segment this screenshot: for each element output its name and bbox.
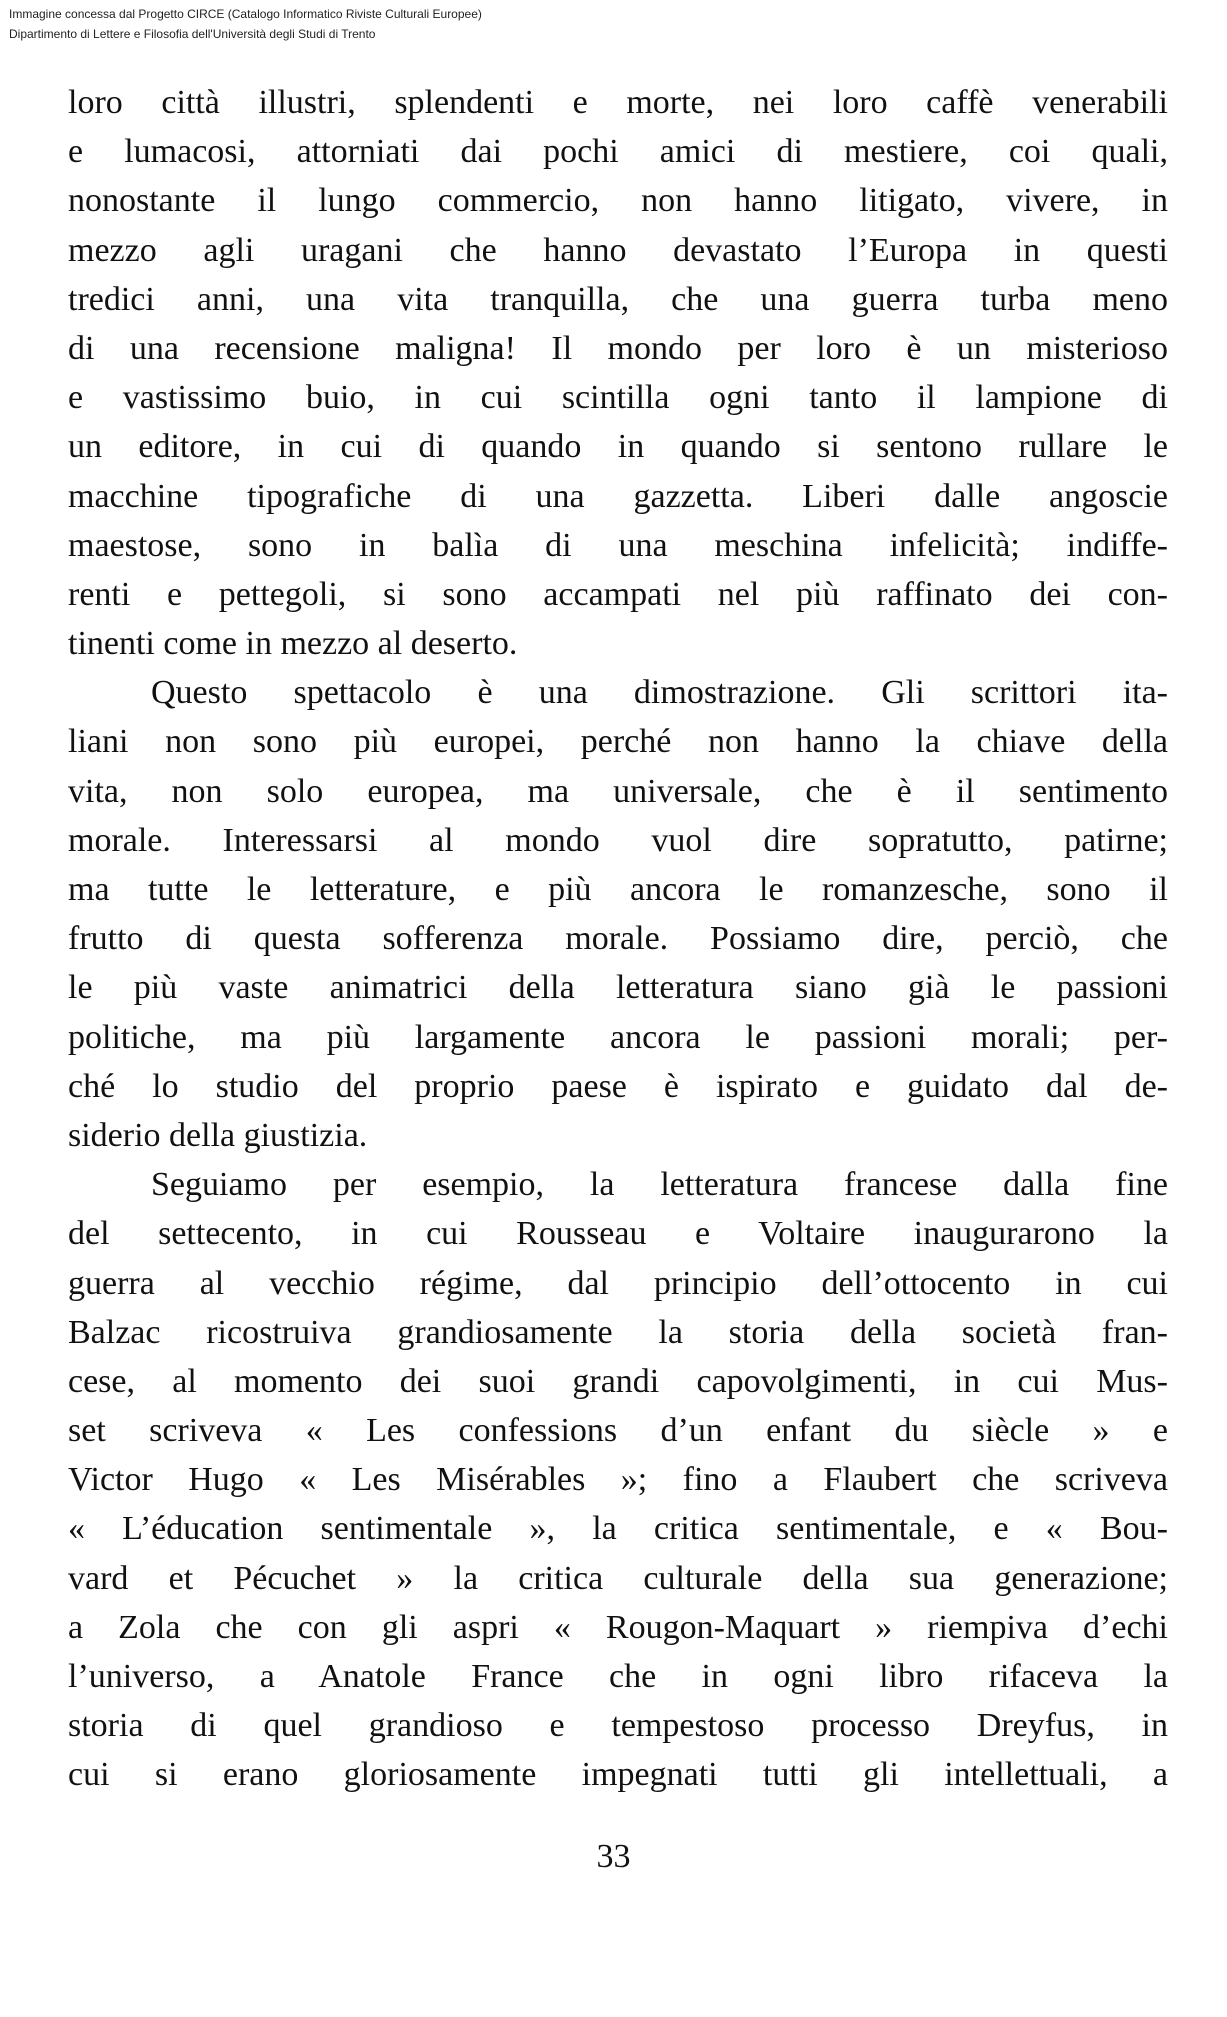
text-line: siderio della giustizia.: [68, 1116, 368, 1154]
text-line: e vastissimo buio, in cui scintilla ogni tanto il lampione di: [68, 379, 1168, 417]
text-line: storia di quel grandioso e tempestoso processo Dreyfus, in: [68, 1707, 1168, 1745]
text-line: Questo spettacolo è una dimostrazione. Gli scrittori ita-: [151, 674, 1168, 712]
text-line: mezzo agli uragani che hanno devastato l’Europa in questi: [68, 231, 1168, 269]
text-line: maestose, sono in balìa di una meschina infelicità; indiffe-: [68, 526, 1168, 564]
text-line: macchine tipografiche di una gazzetta. Liberi dalle angoscie: [68, 477, 1168, 515]
text-line: tredici anni, una vita tranquilla, che una guerra turba meno: [68, 280, 1168, 318]
text-line: frutto di questa sofferenza morale. Possiamo dire, perciò, che: [68, 920, 1168, 958]
text-line: loro città illustri, splendenti e morte, nei loro caffè venerabili: [68, 84, 1168, 121]
text-line: set scriveva « Les confessions d’un enfant du siècle » e: [68, 1412, 1168, 1450]
text-line: ché lo studio del proprio paese è ispirato e guidato dal de-: [68, 1067, 1168, 1105]
text-line: Balzac ricostruiva grandiosamente la storia della società fran-: [68, 1313, 1168, 1351]
text-line: cui si erano gloriosamente impegnati tutti gli intellettuali, a: [68, 1756, 1168, 1794]
text-line: del settecento, in cui Rousseau e Voltaire inaugurarono la: [68, 1215, 1168, 1253]
page-number: 33: [596, 1838, 631, 1875]
text-line: tinenti come in mezzo al deserto.: [68, 625, 518, 663]
text-line: cese, al momento dei suoi grandi capovolgimenti, in cui Mus-: [68, 1362, 1168, 1400]
text-line: renti e pettegoli, si sono accampati nel più raffinato dei con-: [68, 575, 1168, 613]
text-line: vard et Pécuchet » la critica culturale della sua generazione;: [68, 1559, 1168, 1597]
page-body: [68, 78, 1168, 1800]
text-line: l’universo, a Anatole France che in ogni libro rifaceva la: [68, 1658, 1168, 1695]
paragraph: [68, 78, 1168, 668]
text-line: guerra al vecchio régime, dal principio dell’ottocento in cui: [68, 1264, 1168, 1302]
text-line: le più vaste animatrici della letteratura siano già le passioni: [68, 969, 1168, 1007]
text-line: nonostante il lungo commercio, non hanno litigato, vivere, in: [68, 182, 1168, 220]
text-line: politiche, ma più largamente ancora le passioni morali; per-: [68, 1018, 1168, 1056]
text-line: « L’éducation sentimentale », la critica sentimentale, e « Bou-: [68, 1510, 1168, 1548]
text-line: morale. Interessarsi al mondo vuol dire sopratutto, patirne;: [68, 821, 1168, 859]
text-line: vita, non solo europea, ma universale, che è il sentimento: [68, 772, 1168, 810]
text-line: Seguiamo per esempio, la letteratura francese dalla fine: [151, 1166, 1168, 1204]
text-line: a Zola che con gli aspri « Rougon-Maquart » riempiva d’echi: [68, 1608, 1168, 1646]
text-line: Victor Hugo « Les Misérables »; fino a Flaubert che scriveva: [68, 1461, 1168, 1499]
text-line: di una recensione maligna! Il mondo per loro è un misterioso: [68, 329, 1168, 367]
header-credit-line-2: Dipartimento di Lettere e Filosofia dell'Università degli Studi di Trento: [9, 27, 376, 41]
text-line: un editore, in cui di quando in quando si sentono rullare le: [68, 428, 1168, 466]
paragraph: [68, 668, 1168, 1160]
paragraph: [68, 1160, 1168, 1799]
text-line: liani non sono più europei, perché non hanno la chiave della: [68, 723, 1168, 761]
text-line: ma tutte le letterature, e più ancora le romanzesche, sono il: [68, 871, 1168, 908]
header-credit-line-1: Immagine concessa dal Progetto CIRCE (Catalogo Informatico Riviste Culturali Europee): [9, 7, 482, 21]
text-line: e lumacosi, attorniati dai pochi amici di mestiere, coi quali,: [68, 133, 1168, 171]
